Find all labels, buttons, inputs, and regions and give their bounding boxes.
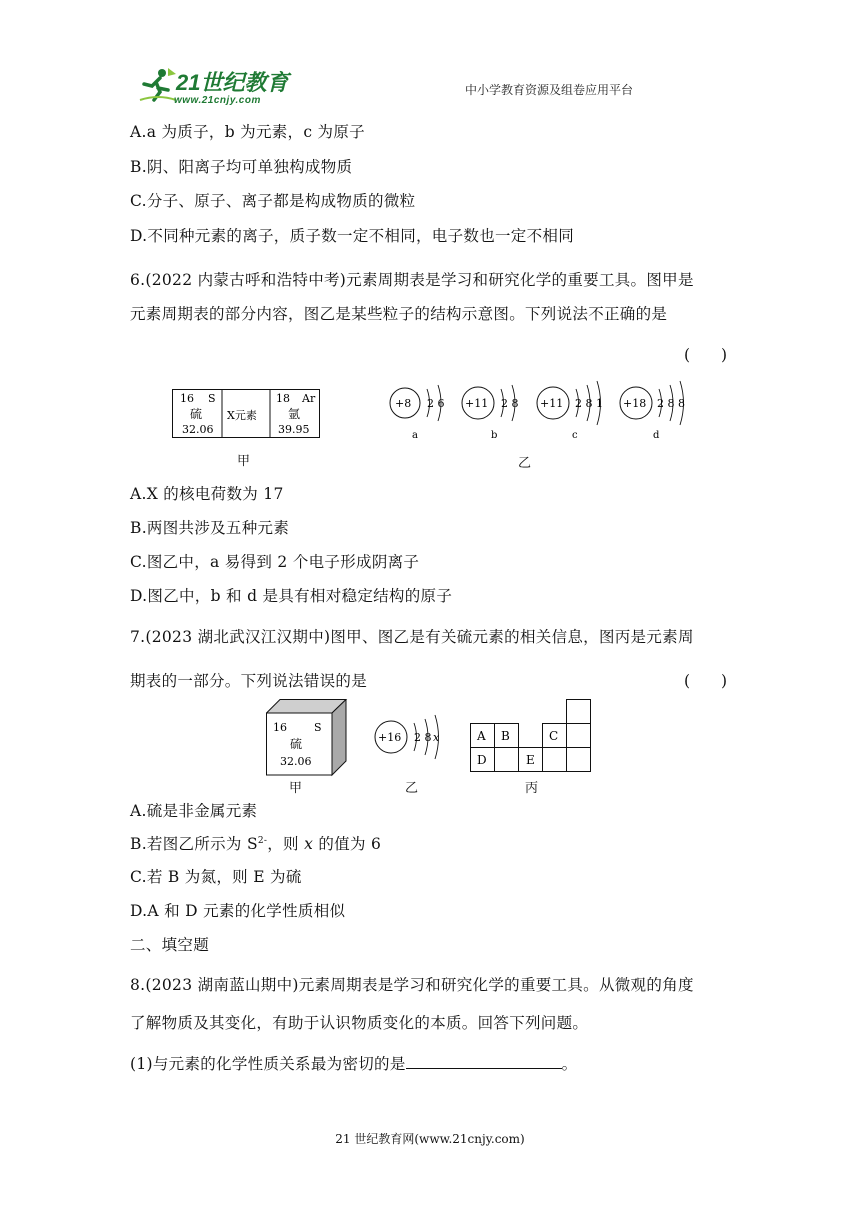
jia-cell3-mass: 39.95 bbox=[278, 423, 310, 436]
site-logo bbox=[138, 64, 298, 108]
q6-option-a: A.X 的核电荷数为 17 bbox=[130, 485, 284, 503]
q6-option-b: B.两图共涉及五种元素 bbox=[130, 519, 290, 537]
atom-b-shells: 2 8 bbox=[501, 397, 519, 410]
cube-name: 硫 bbox=[290, 737, 303, 751]
atom-a-shells: 2 6 bbox=[427, 397, 445, 410]
q7-option-b-charge: 2- bbox=[257, 835, 268, 846]
q7-label-jia: 甲 bbox=[289, 781, 303, 796]
q7-label-bing: 丙 bbox=[525, 781, 539, 796]
q5-option-b: B.阴、阳离子均可单独构成物质 bbox=[130, 158, 353, 176]
page-footer: 21 世纪教育网(www.21cnjy.com) bbox=[335, 1132, 525, 1146]
logo-text: 21世纪教育 bbox=[176, 70, 289, 95]
q6-label-jia: 甲 bbox=[237, 454, 251, 469]
cube-number: 16 bbox=[273, 721, 287, 734]
logo-url: www.21cnjy.com bbox=[174, 95, 261, 106]
q5-option-c: C.分子、原子、离子都是构成物质的微粒 bbox=[130, 192, 416, 210]
grid-E: E bbox=[526, 753, 535, 767]
q7-atom-shells: 2 8 bbox=[414, 731, 432, 744]
q6-option-c: C.图乙中，a 易得到 2 个电子形成阴离子 bbox=[130, 553, 420, 571]
q6-stem-line1: 6.(2022 内蒙古呼和浩特中考)元素周期表是学习和研究化学的重要工具。图甲是 bbox=[130, 271, 694, 289]
q8-sub1 bbox=[130, 1052, 577, 1074]
q7-figure-bing-grid bbox=[470, 698, 594, 774]
q5-option-a: A.a 为质子，b 为元素，c 为原子 bbox=[130, 123, 365, 141]
page-header bbox=[130, 58, 730, 108]
q7-figure-yi-atom bbox=[370, 710, 450, 770]
q8-sub1-answer-blank[interactable] bbox=[406, 1054, 562, 1069]
q7-option-b-mid: ，则 bbox=[267, 835, 305, 853]
q5-option-d: D.不同种元素的离子，质子数一定不相同，电子数也一定不相同 bbox=[130, 227, 575, 245]
q8-sub1-end: 。 bbox=[561, 1055, 578, 1073]
jia-cell3-number: 18 bbox=[276, 392, 290, 405]
platform-name: 中小学教育资源及组卷应用平台 bbox=[465, 83, 634, 97]
q6-figure-jia-table bbox=[172, 389, 322, 439]
q7-option-b-post: 的值为 6 bbox=[313, 835, 382, 853]
atom-b-label: b bbox=[491, 430, 498, 441]
atom-a-nucleus: +8 bbox=[395, 397, 412, 410]
q7-option-b bbox=[130, 832, 381, 854]
jia-cell2-label: X元素 bbox=[227, 409, 257, 422]
jia-cell3-name: 氩 bbox=[288, 407, 301, 421]
q7-figure-jia-cube bbox=[266, 699, 350, 777]
q8-stem-line2: 了解物质及其变化，有助于认识物质变化的本质。回答下列问题。 bbox=[130, 1014, 589, 1032]
q7-stem-line1: 7.(2023 湖北武汉江汉期中)图甲、图乙是有关硫元素的相关信息，图丙是元素周 bbox=[130, 628, 694, 646]
q6-option-d: D.图乙中，b 和 d 是具有相对稳定结构的原子 bbox=[130, 587, 453, 605]
atom-d bbox=[620, 381, 685, 441]
atom-a-label: a bbox=[412, 430, 418, 441]
atom-c-shells: 2 8 1 bbox=[575, 397, 603, 410]
q7-answer-paren: ( ) bbox=[684, 672, 728, 690]
jia-cell1-symbol: S bbox=[208, 392, 216, 405]
q7-atom-nucleus: +16 bbox=[378, 731, 402, 744]
atom-c-nucleus: +11 bbox=[540, 397, 564, 410]
q7-option-b-x: x bbox=[304, 835, 314, 853]
grid-C: C bbox=[549, 729, 559, 743]
q6-label-yi: 乙 bbox=[518, 456, 532, 471]
grid-B: B bbox=[501, 729, 510, 743]
jia-cell3-symbol: Ar bbox=[302, 392, 316, 405]
q8-sub1-text: (1)与元素的化学性质关系最为密切的是 bbox=[130, 1055, 406, 1073]
atom-d-nucleus: +18 bbox=[623, 397, 647, 410]
q6-answer-paren: ( ) bbox=[684, 346, 728, 364]
cube-symbol: S bbox=[314, 721, 322, 734]
jia-cell1-name: 硫 bbox=[190, 407, 203, 421]
atom-b bbox=[462, 385, 519, 441]
atom-c bbox=[537, 381, 603, 441]
jia-cell1-number: 16 bbox=[180, 392, 194, 405]
grid-D: D bbox=[477, 753, 487, 767]
q7-stem-line2: 期表的一部分。下列说法错误的是 bbox=[130, 672, 368, 690]
section-heading-fill-blank: 二、填空题 bbox=[130, 936, 210, 954]
runner-logo-icon bbox=[138, 64, 178, 104]
q7-option-a: A.硫是非金属元素 bbox=[130, 802, 258, 820]
grid-A: A bbox=[477, 729, 486, 743]
q7-option-b-pre: B.若图乙所示为 S bbox=[130, 835, 258, 853]
q7-atom-x: x bbox=[433, 731, 440, 744]
atom-d-label: d bbox=[653, 430, 660, 441]
atom-b-nucleus: +11 bbox=[465, 397, 489, 410]
q6-figure-yi-atoms bbox=[385, 374, 705, 444]
q7-label-yi: 乙 bbox=[405, 781, 419, 796]
cube-mass: 32.06 bbox=[280, 755, 312, 768]
q8-stem-line1: 8.(2023 湖南蓝山期中)元素周期表是学习和研究化学的重要工具。从微观的角度 bbox=[130, 976, 694, 994]
q6-stem-line2: 元素周期表的部分内容，图乙是某些粒子的结构示意图。下列说法不正确的是 bbox=[130, 305, 668, 323]
q7-option-c: C.若 B 为氮，则 E 为硫 bbox=[130, 868, 302, 886]
q7-option-d: D.A 和 D 元素的化学性质相似 bbox=[130, 902, 346, 920]
atom-d-shells: 2 8 8 bbox=[657, 397, 685, 410]
jia-cell1-mass: 32.06 bbox=[182, 423, 214, 436]
atom-c-label: c bbox=[572, 430, 578, 441]
atom-a bbox=[390, 385, 445, 441]
